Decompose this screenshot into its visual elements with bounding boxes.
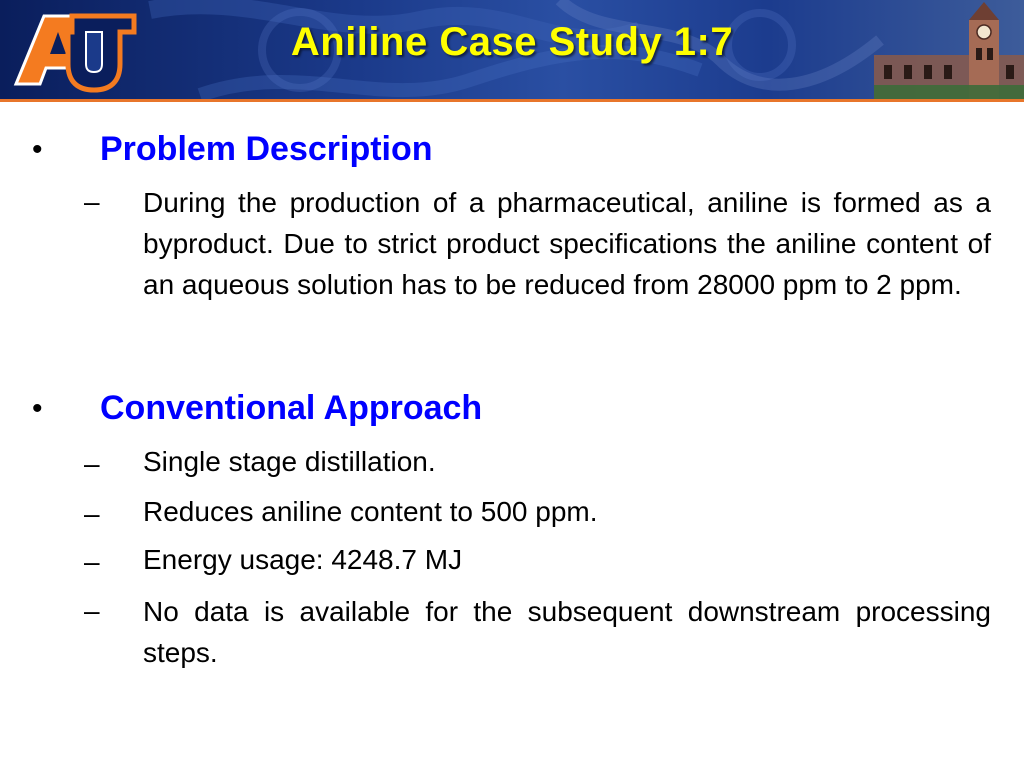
section-heading-conventional: Conventional Approach: [100, 389, 483, 427]
slide-title: Aniline Case Study 1:7: [290, 20, 734, 64]
dash-icon: –: [84, 186, 100, 217]
dash-icon: –: [84, 448, 100, 479]
list-item: Single stage distillation.: [143, 446, 436, 477]
list-item: Energy usage: 4248.7 MJ: [143, 544, 463, 575]
dash-icon: –: [84, 546, 100, 577]
problem-description-text: During the production of a pharmaceutical, aniline is formed as a byproduct. Due to strict product specifications the aniline content of an aqueous solution has to be reduced from 28000 ppm to 2 ppm.: [143, 187, 991, 300]
dash-icon: –: [84, 595, 100, 626]
dash-icon: –: [84, 498, 100, 529]
section-heading-problem: Problem Description: [100, 130, 433, 168]
bullet-icon: •: [32, 392, 43, 425]
list-item: Reduces aniline content to 500 ppm.: [143, 496, 598, 527]
bullet-icon: •: [32, 133, 43, 166]
list-item: No data is available for the subsequent downstream processing steps.: [143, 596, 991, 668]
